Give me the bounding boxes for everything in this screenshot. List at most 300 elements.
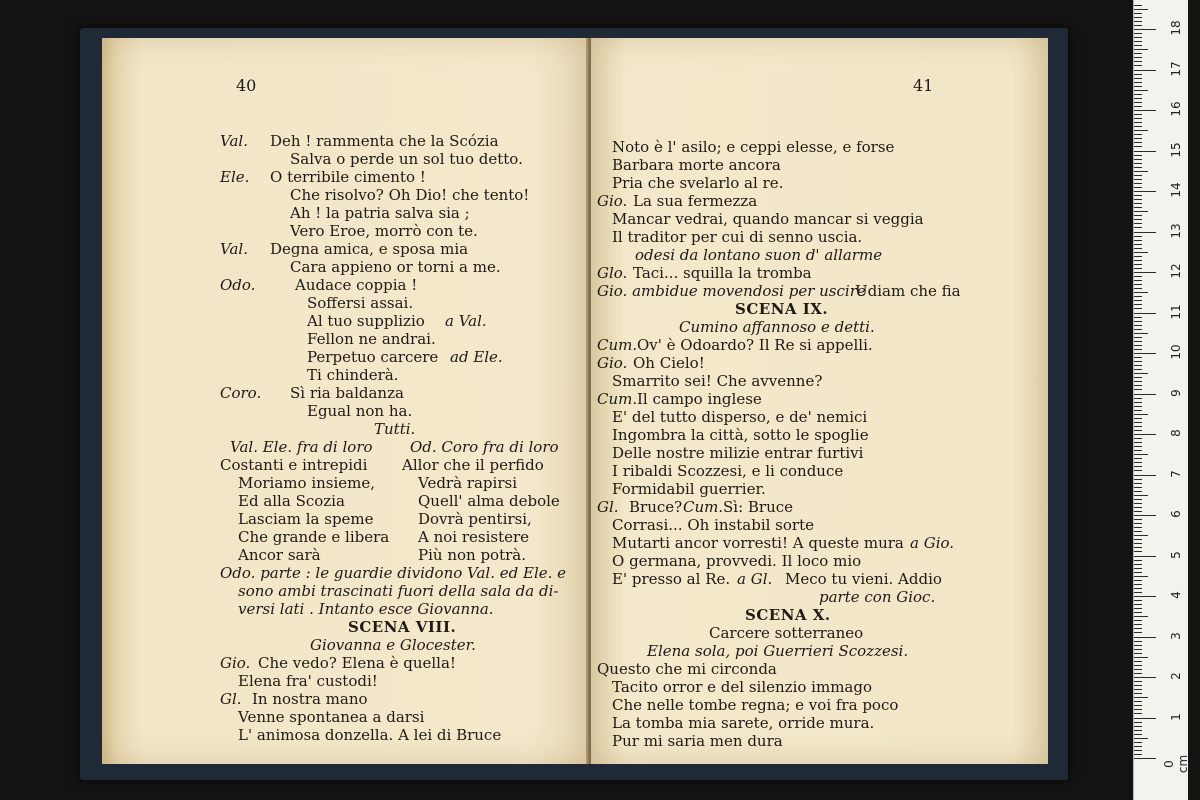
right-page-text-line: Cum. <box>683 498 724 516</box>
ruler-tick <box>1134 118 1142 119</box>
right-page-text-line: Udiam che fia <box>855 282 961 300</box>
left-page-text-line: Che vedo? Elena è quella! <box>258 654 456 672</box>
ruler-tick <box>1134 300 1142 301</box>
ruler-label: 16 <box>1169 101 1183 117</box>
right-page-text-line: a Gl. <box>737 570 773 588</box>
left-page-text-line: Salva o perde un sol tuo detto. <box>290 150 523 168</box>
left-page-text-line: Gl. <box>220 690 242 708</box>
left-page-text-line: Lasciam la speme <box>238 510 374 528</box>
ruler-tick <box>1134 718 1156 719</box>
ruler-tick <box>1134 677 1156 678</box>
ruler-tick <box>1134 240 1142 241</box>
ruler-label: 5 <box>1169 550 1183 559</box>
left-page-text-line: Ancor sarà <box>238 546 321 564</box>
ruler-tick <box>1134 701 1142 702</box>
ruler-tick <box>1134 535 1148 536</box>
ruler-tick <box>1134 227 1142 228</box>
ruler-tick <box>1134 466 1142 467</box>
ruler-tick <box>1134 758 1156 759</box>
ruler-tick <box>1134 304 1142 305</box>
ruler-tick <box>1134 82 1142 83</box>
right-page-text-line: Corrasi... Oh instabil sorte <box>612 516 814 534</box>
ruler-tick <box>1134 33 1142 34</box>
ruler-tick <box>1134 361 1142 362</box>
ruler-tick <box>1134 130 1148 131</box>
ruler-tick <box>1134 223 1142 224</box>
ruler-tick <box>1134 292 1148 293</box>
ruler-tick <box>1134 25 1142 26</box>
ruler-tick <box>1134 353 1156 354</box>
ruler-label: 4 <box>1169 591 1183 599</box>
ruler-tick <box>1134 211 1148 212</box>
ruler-tick <box>1134 511 1142 512</box>
ruler-tick <box>1134 616 1148 617</box>
ruler-tick <box>1134 280 1142 281</box>
ruler-tick <box>1134 365 1142 366</box>
ruler-tick <box>1134 564 1142 565</box>
ruler-tick <box>1134 37 1142 38</box>
ruler-tick <box>1134 296 1142 297</box>
left-page-text-line: A noi resistere <box>418 528 530 546</box>
left-page-text-line: O terribile cimento ! <box>270 168 426 186</box>
ruler-tick <box>1134 499 1142 500</box>
ruler-tick <box>1134 750 1142 751</box>
ruler-label: 8 <box>1169 429 1183 437</box>
ruler-tick <box>1134 159 1142 160</box>
left-page-text-line: Venne spontanea a darsi <box>238 708 425 726</box>
left-page-text-line: Coro. <box>220 384 262 402</box>
ruler-tick <box>1134 576 1148 577</box>
ruler-tick <box>1134 9 1148 10</box>
ruler-tick <box>1134 207 1142 208</box>
right-page-text-line: Gio. <box>597 192 628 210</box>
ruler-tick <box>1134 426 1142 427</box>
left-page-text-line: Quell' alma debole <box>418 492 560 510</box>
left-page-text-line: Od. Coro fra di loro <box>410 438 559 456</box>
ruler-tick <box>1134 709 1142 710</box>
left-page-text-line: Allor che il perfido <box>402 456 544 474</box>
ruler-tick <box>1134 551 1142 552</box>
left-page-text-line: Sì ria baldanza <box>290 384 404 402</box>
ruler-tick <box>1134 29 1156 30</box>
ruler-tick <box>1134 681 1142 682</box>
ruler-tick <box>1134 669 1142 670</box>
ruler-tick <box>1134 90 1148 91</box>
ruler-tick <box>1134 661 1142 662</box>
ruler-label: 6 <box>1169 510 1183 518</box>
right-page-text-line: SCENA X. <box>745 606 831 624</box>
ruler-tick <box>1134 398 1142 399</box>
ruler-label: 2 <box>1169 672 1183 680</box>
ruler-tick <box>1134 329 1142 330</box>
right-page-text-line: SCENA IX. <box>735 300 829 318</box>
ruler-tick <box>1134 57 1142 58</box>
left-page-text-line: Più non potrà. <box>418 546 526 564</box>
ruler-tick <box>1134 645 1142 646</box>
ruler-tick <box>1134 5 1142 6</box>
ruler-tick <box>1134 402 1142 403</box>
ruler-tick <box>1134 236 1142 237</box>
ruler-label: 9 <box>1169 388 1183 397</box>
left-page-text-line: Egual non ha. <box>307 402 413 420</box>
right-page-text-line: Gio. <box>597 354 628 372</box>
ruler-tick <box>1134 98 1142 99</box>
left-page-text-line: Val. <box>220 240 248 258</box>
left-page-text-line: Perpetuo carcere <box>307 348 439 366</box>
right-page-text-line: O germana, provvedi. Il loco mio <box>612 552 862 570</box>
ruler-tick <box>1134 94 1142 95</box>
ruler-tick <box>1134 705 1142 706</box>
right-page-text-line: Barbara morte ancora <box>612 156 781 174</box>
ruler-tick <box>1134 649 1142 650</box>
ruler-tick <box>1134 657 1148 658</box>
right-page-text-line: Pur mi saria men dura <box>612 732 783 750</box>
ruler-tick <box>1134 357 1142 358</box>
ruler-label: 18 <box>1169 20 1183 36</box>
ruler-tick <box>1134 454 1148 455</box>
right-page <box>591 38 1048 764</box>
right-page-text-line: Carcere sotterraneo <box>709 624 864 642</box>
ruler-tick <box>1134 470 1142 471</box>
ruler-tick <box>1134 746 1142 747</box>
ruler-tick <box>1134 163 1142 164</box>
ruler-label: 10 <box>1169 344 1183 360</box>
right-page-text-line: E' presso al Re. <box>612 570 731 588</box>
left-page-text-line: Ah ! la patria salva sia ; <box>290 204 470 222</box>
left-page-text-line: Dovrà pentirsi, <box>418 510 532 528</box>
ruler-tick <box>1134 284 1142 285</box>
right-page-text-line: Noto è l' asilo; e ceppi elesse, e forse <box>612 138 895 156</box>
left-page-text-line: Che risolvo? Oh Dio! che tento! <box>290 186 530 204</box>
ruler-tick <box>1134 394 1156 395</box>
ruler-tick <box>1134 114 1142 115</box>
left-page-text-line: Al tuo supplizio <box>307 312 425 330</box>
right-page-text-line: a Gio. <box>910 534 955 552</box>
ruler-tick <box>1134 17 1142 18</box>
ruler-tick <box>1134 487 1142 488</box>
ruler-tick <box>1134 126 1142 127</box>
ruler-tick <box>1134 191 1156 192</box>
ruler-tick <box>1134 637 1156 638</box>
right-page-text-line: odesi da lontano suon d' allarme <box>635 246 883 264</box>
ruler-tick <box>1134 446 1142 447</box>
right-page-text-line: Sì: Bruce <box>723 498 794 516</box>
left-page-text-line: Ele. <box>220 168 250 186</box>
ruler-tick <box>1134 620 1142 621</box>
ruler-tick <box>1134 442 1142 443</box>
right-page-text-line: Glo. <box>597 264 628 282</box>
ruler-tick <box>1134 531 1142 532</box>
ruler-label: 7 <box>1169 469 1183 478</box>
ruler-tick <box>1134 596 1156 597</box>
measurement-ruler <box>1133 0 1188 800</box>
ruler-tick <box>1134 434 1156 435</box>
ruler-tick <box>1134 730 1142 731</box>
ruler-tick <box>1134 689 1142 690</box>
ruler-tick <box>1134 389 1142 390</box>
ruler-tick <box>1134 572 1142 573</box>
ruler-tick <box>1134 268 1142 269</box>
ruler-tick <box>1134 475 1156 476</box>
ruler-tick <box>1134 608 1142 609</box>
right-page-text-line: Mancar vedrai, quando mancar si veggia <box>612 210 924 228</box>
left-page-text-line: Degna amica, e sposa mia <box>270 240 469 258</box>
ruler-tick <box>1134 722 1142 723</box>
ruler-tick <box>1134 195 1142 196</box>
left-page-text-line: Odo. <box>220 276 256 294</box>
ruler-tick <box>1134 462 1142 463</box>
ruler-tick <box>1134 244 1142 245</box>
right-page-number: 41 <box>913 76 934 95</box>
ruler-tick <box>1134 713 1142 714</box>
left-page-text-line: ad Ele. <box>450 348 503 366</box>
ruler-tick <box>1134 418 1142 419</box>
ruler-tick <box>1134 187 1142 188</box>
ruler-tick <box>1134 641 1142 642</box>
ruler-tick <box>1134 754 1142 755</box>
left-page-text-line: Vero Eroe, morrò con te. <box>290 222 478 240</box>
ruler-tick <box>1134 215 1142 216</box>
ruler-tick <box>1134 134 1142 135</box>
left-page-text-line: Ti chinderà. <box>307 366 399 384</box>
ruler-tick <box>1134 45 1142 46</box>
ruler-tick <box>1134 539 1142 540</box>
ruler-tick <box>1134 53 1142 54</box>
ruler-tick <box>1134 527 1142 528</box>
right-page-text-line: Cumino affannoso e detti. <box>679 318 875 336</box>
right-page-text-line: Che nelle tombe regna; e voi fra poco <box>612 696 899 714</box>
ruler-tick <box>1134 308 1142 309</box>
ruler-tick <box>1134 106 1142 107</box>
right-page-text-line: Ingombra la città, sotto le spoglie <box>612 426 869 444</box>
ruler-tick <box>1134 248 1142 249</box>
left-page-text-line: L' animosa donzella. A lei di Bruce <box>238 726 502 744</box>
ruler-tick <box>1134 742 1142 743</box>
ruler-tick <box>1134 543 1142 544</box>
ruler-tick <box>1134 414 1148 415</box>
right-page-text-line: Delle nostre milizie entrar furtivi <box>612 444 864 462</box>
ruler-tick <box>1134 632 1142 633</box>
ruler-tick <box>1134 519 1142 520</box>
left-page-text-line: Elena fra' custodi! <box>238 672 378 690</box>
ruler-tick <box>1134 232 1156 233</box>
ruler-label: 3 <box>1169 631 1183 640</box>
ruler-tick <box>1134 377 1142 378</box>
right-page-text-line: La sua fermezza <box>633 192 758 210</box>
ruler-tick <box>1134 628 1142 629</box>
ruler-tick <box>1134 503 1142 504</box>
ruler-tick <box>1134 321 1142 322</box>
ruler-tick <box>1134 369 1142 370</box>
ruler-tick <box>1134 61 1142 62</box>
right-page-text-line: Gl. <box>597 498 619 516</box>
ruler-tick <box>1134 600 1142 601</box>
right-page-text-line: La tomba mia sarete, orride mura. <box>612 714 875 732</box>
ruler-tick <box>1134 560 1142 561</box>
ruler-tick <box>1134 337 1142 338</box>
ruler-tick <box>1134 653 1142 654</box>
ruler-tick <box>1134 734 1142 735</box>
right-page-text-line: Bruce? <box>629 498 683 516</box>
ruler-tick <box>1134 171 1148 172</box>
ruler-tick <box>1134 349 1142 350</box>
ruler-tick <box>1134 406 1142 407</box>
left-page-text-line: Deh ! rammenta che la Scózia <box>270 132 499 150</box>
right-page-text-line: Questo che mi circonda <box>597 660 777 678</box>
ruler-tick <box>1134 155 1142 156</box>
ruler-label: 15 <box>1169 141 1183 158</box>
ruler-tick <box>1134 693 1142 694</box>
left-page-text-line: Odo. parte : le guardie dividono Val. ed Ele. e <box>220 564 567 582</box>
right-page-text-line: Il traditor per cui di senno uscia. <box>612 228 863 246</box>
left-page-text-line: Moriamo insieme, <box>238 474 376 492</box>
right-page-text-line: Elena sola, poi Guerrieri Scozzesi. <box>647 642 909 660</box>
ruler-tick <box>1134 272 1156 273</box>
left-page-text-line: Ed alla Scozia <box>238 492 345 510</box>
right-page-text-line: Tacito orror e del silenzio immago <box>612 678 872 696</box>
right-page-text-line: Cum. <box>597 336 638 354</box>
ruler-tick <box>1134 142 1142 143</box>
ruler-tick <box>1134 479 1142 480</box>
ruler-tick <box>1134 21 1142 22</box>
right-page-text-line: Gio. ambidue movendosi per uscire <box>597 282 866 300</box>
ruler-tick <box>1134 381 1142 382</box>
left-page-text-line: Val. Ele. fra di loro <box>230 438 373 456</box>
ruler-tick <box>1134 495 1148 496</box>
left-page-text-line: Vedrà rapirsi <box>418 474 517 492</box>
left-page-text-line: Val. <box>220 132 248 150</box>
ruler-tick <box>1134 41 1142 42</box>
ruler-tick <box>1134 738 1148 739</box>
ruler-tick <box>1134 260 1142 261</box>
left-page-text-line: Giovanna e Glocester. <box>310 636 476 654</box>
right-page-text-line: Ov' è Odoardo? Il Re si appelli. <box>637 336 873 354</box>
left-page-text-line: a Val. <box>445 312 487 330</box>
ruler-tick <box>1134 276 1142 277</box>
left-page-text-line: Cara appieno or torni a me. <box>290 258 501 276</box>
ruler-tick <box>1134 491 1142 492</box>
ruler-label: 14 <box>1169 182 1183 198</box>
ruler-tick <box>1134 70 1156 71</box>
ruler-tick <box>1134 556 1156 557</box>
right-page-text-line: Mutarti ancor vorresti! A queste mura <box>612 534 904 552</box>
ruler-label: 0 cm <box>1162 754 1190 774</box>
left-page-text-line: Soffersi assai. <box>307 294 414 312</box>
ruler-tick <box>1134 325 1142 326</box>
ruler-tick <box>1134 450 1142 451</box>
ruler-tick <box>1134 175 1142 176</box>
ruler-tick <box>1134 13 1142 14</box>
ruler-tick <box>1134 592 1142 593</box>
ruler-tick <box>1134 438 1142 439</box>
ruler-tick <box>1134 288 1142 289</box>
ruler-tick <box>1134 430 1142 431</box>
ruler-tick <box>1134 219 1142 220</box>
ruler-tick <box>1134 685 1142 686</box>
ruler-tick <box>1134 385 1142 386</box>
ruler-tick <box>1134 568 1142 569</box>
right-page-text-line: Meco tu vieni. Addio <box>785 570 942 588</box>
ruler-tick <box>1134 252 1148 253</box>
ruler-tick <box>1134 584 1142 585</box>
ruler-tick <box>1134 580 1142 581</box>
left-page <box>102 38 589 764</box>
ruler-tick <box>1134 203 1142 204</box>
ruler-tick <box>1134 313 1156 314</box>
left-page-number: 40 <box>236 76 257 95</box>
ruler-tick <box>1134 179 1142 180</box>
ruler-tick <box>1134 317 1142 318</box>
ruler-tick <box>1134 373 1148 374</box>
right-page-text-line: I ribaldi Scozzesi, e li conduce <box>612 462 844 480</box>
right-page-text-line: E' del tutto disperso, e de' nemici <box>612 408 868 426</box>
right-page-text-line: Formidabil guerrier. <box>612 480 766 498</box>
right-page-text-line: Pria che svelarlo al re. <box>612 174 784 192</box>
ruler-tick <box>1134 65 1142 66</box>
left-page-text-line: versi lati . Intanto esce Giovanna. <box>238 600 494 618</box>
ruler-tick <box>1134 697 1148 698</box>
ruler-tick <box>1134 199 1142 200</box>
ruler-tick <box>1134 345 1142 346</box>
ruler-tick <box>1134 183 1142 184</box>
ruler-tick <box>1134 341 1142 342</box>
ruler-tick <box>1134 167 1142 168</box>
ruler-tick <box>1134 86 1142 87</box>
ruler-tick <box>1134 74 1142 75</box>
right-page-text-line: Smarrito sei! Che avvenne? <box>612 372 823 390</box>
ruler-tick <box>1134 612 1142 613</box>
ruler-tick <box>1134 138 1142 139</box>
ruler-tick <box>1134 483 1142 484</box>
ruler-tick <box>1134 588 1142 589</box>
ruler-tick <box>1134 547 1142 548</box>
ruler-tick <box>1134 146 1142 147</box>
ruler-tick <box>1134 458 1142 459</box>
left-page-text-line: In nostra mano <box>252 690 368 708</box>
ruler-tick <box>1134 264 1142 265</box>
ruler-tick <box>1134 422 1142 423</box>
left-page-text-line: sono ambi trascinati fuori della sala da di- <box>238 582 559 600</box>
right-page-text-line: parte con Gioc. <box>819 588 936 606</box>
left-page-text-line: SCENA VIII. <box>348 618 457 636</box>
left-page-text-line: Audace coppia ! <box>295 276 418 294</box>
left-page-text-line: Tutti. <box>374 420 416 438</box>
ruler-tick <box>1134 410 1142 411</box>
ruler-tick <box>1134 110 1156 111</box>
ruler-tick <box>1134 49 1148 50</box>
ruler-tick <box>1134 507 1142 508</box>
ruler-tick <box>1134 333 1148 334</box>
right-page-text-line: Cum. <box>597 390 638 408</box>
left-page-text-line: Costanti e intrepidi <box>220 456 368 474</box>
right-page-text-line: Taci... squilla la tromba <box>633 264 812 282</box>
ruler-label: 17 <box>1169 60 1183 77</box>
ruler-label: 11 <box>1169 303 1183 320</box>
ruler-label: 12 <box>1169 263 1183 279</box>
ruler-tick <box>1134 604 1142 605</box>
right-page-text-line: Il campo inglese <box>637 390 762 408</box>
ruler-tick <box>1134 624 1142 625</box>
ruler-tick <box>1134 673 1142 674</box>
right-page-text-line: Oh Cielo! <box>633 354 705 372</box>
ruler-tick <box>1134 665 1142 666</box>
left-page-text-line: Gio. <box>220 654 251 672</box>
ruler-tick <box>1134 102 1142 103</box>
ruler-tick <box>1134 122 1142 123</box>
left-page-text-line: Che grande e libera <box>238 528 390 546</box>
ruler-label: 1 <box>1169 712 1183 721</box>
ruler-tick <box>1134 523 1142 524</box>
